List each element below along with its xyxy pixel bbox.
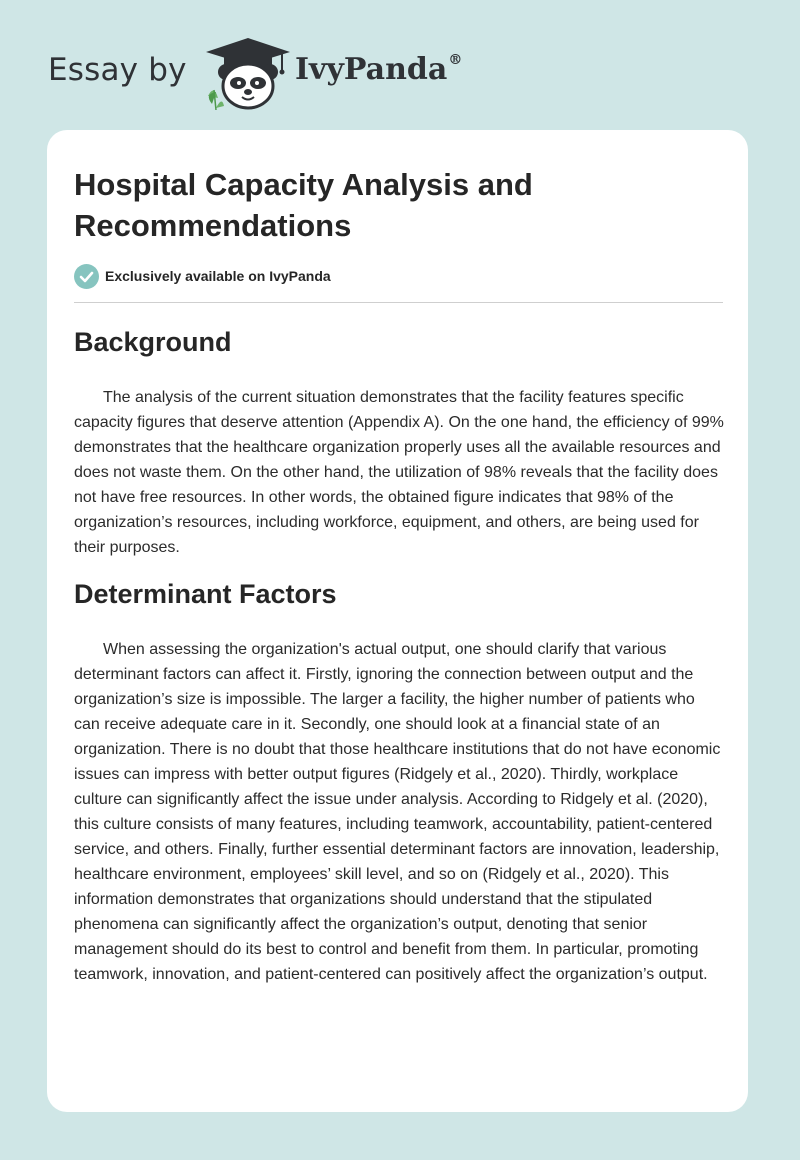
section-paragraph-background: The analysis of the current situation demonstrates that the facility features specific capacity figures that deserve attention (Appendix A). On the one hand, the efficiency of 99% demonstrates that the healthcare organization properly uses all the available resources and does not waste them. On the other hand, the utilization of 98% reveals that the facility does not have free resources. In other words, the obtained figure indicates that 98% of the organization’s resources, including workforce, equipment, and others, are being used for their purposes. — [74, 389, 724, 556]
section-heading-determinant-factors: Determinant Factors — [74, 579, 337, 609]
section-heading-background: Background — [74, 327, 232, 357]
essay-by-label: Essay by — [48, 52, 187, 88]
brand-name[interactable] — [295, 52, 462, 87]
check-circle-icon — [74, 264, 99, 289]
exclusive-label: Exclusively available on IvyPanda — [105, 268, 331, 284]
exclusive-badge — [74, 262, 331, 290]
section-paragraph-determinant-factors: When assessing the organization's actual output, one should clarify that various determinant factors can affect it. Firstly, ignoring the connection between output and the organization’s size is impossible. The larger a facility, the higher number of patients who can receive adequate care in it. Secondly, one should look at a financial state of an organization. There is no doubt that those healthcare institutions that do not have economic issues can impress with better output figures (Ridgely et al., 2020). Thirdly, workplace culture can significantly affect the issue under analysis. According to Ridgely et al. (2020), this culture consists of many features, including teamwork, accountability, patient-centered service, and others. Finally, further essential determinant factors are innovation, leadership, healthcare environment, employees’ skill level, and so on (Ridgely et al., 2020). This information demonstrates that organizations should understand that the stipulated phenomena can significantly affect the organization’s output, denoting that senior management should do its best to control and benefit from them. In particular, promoting teamwork, innovation, and patient-centered can positively affect the organization’s output. — [74, 641, 721, 983]
panda-graduate-logo-icon[interactable] — [202, 34, 294, 110]
page-title: Hospital Capacity Analysis and Recommendations — [74, 167, 533, 243]
registered-mark: ® — [448, 52, 463, 68]
title-divider — [74, 302, 723, 303]
essay-card — [47, 130, 748, 1112]
site-header — [48, 34, 508, 114]
brand-name-text: IvyPanda — [295, 52, 448, 87]
